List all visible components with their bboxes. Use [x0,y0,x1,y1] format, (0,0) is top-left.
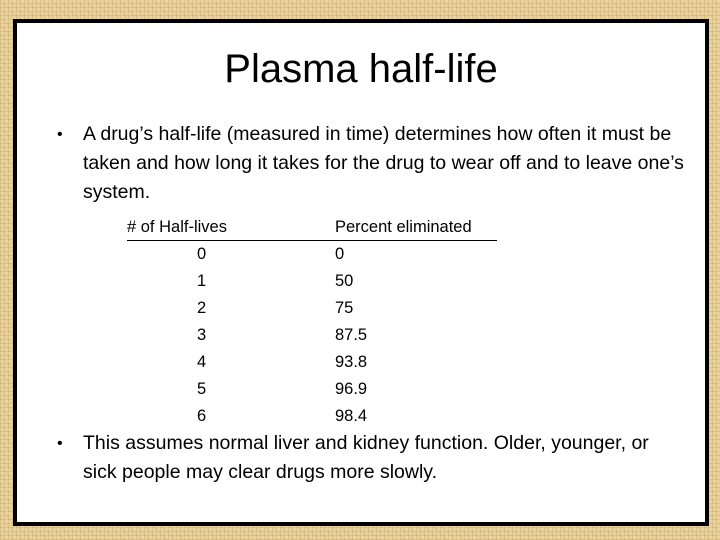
half-lives-cell: 1 [197,272,207,290]
bullet-icon: • [57,435,63,452]
column-header-percent-eliminated: Percent eliminated [335,218,472,236]
percent-eliminated-cell: 0 [335,245,345,263]
column-header-half-lives: # of Half-lives [127,218,227,236]
half-life-table [127,214,497,430]
half-lives-cell: 4 [197,353,207,371]
table-row [127,322,497,349]
table-row [127,241,497,268]
bullet-text: A drug’s half-life (measured in time) determines how often it must be taken and how long it takes for the drug to wear off and to leave one’s system. [83,123,684,203]
percent-eliminated-cell: 96.9 [335,380,368,398]
bullet-icon: • [57,126,63,143]
percent-eliminated-cell: 50 [335,272,354,290]
half-lives-cell: 0 [197,245,207,263]
table-row [127,268,497,295]
slide-title: Plasma half-life [224,47,498,91]
table-row [127,376,497,403]
bullet-text: This assumes normal liver and kidney function. Older, younger, or sick people may clear drugs more slowly. [83,432,649,483]
percent-eliminated-cell: 87.5 [335,326,368,344]
table-row [127,403,497,430]
table-header [127,214,497,241]
half-lives-cell: 2 [197,299,207,317]
percent-eliminated-cell: 93.8 [335,353,368,371]
table-row [127,349,497,376]
percent-eliminated-cell: 98.4 [335,407,368,425]
half-lives-cell: 6 [197,407,207,425]
bullet-half-life [57,120,687,207]
slide [13,19,709,526]
half-lives-cell: 3 [197,326,207,344]
table-row [127,295,497,322]
half-lives-cell: 5 [197,380,207,398]
percent-eliminated-cell: 75 [335,299,354,317]
bullet-assumption [57,429,687,487]
